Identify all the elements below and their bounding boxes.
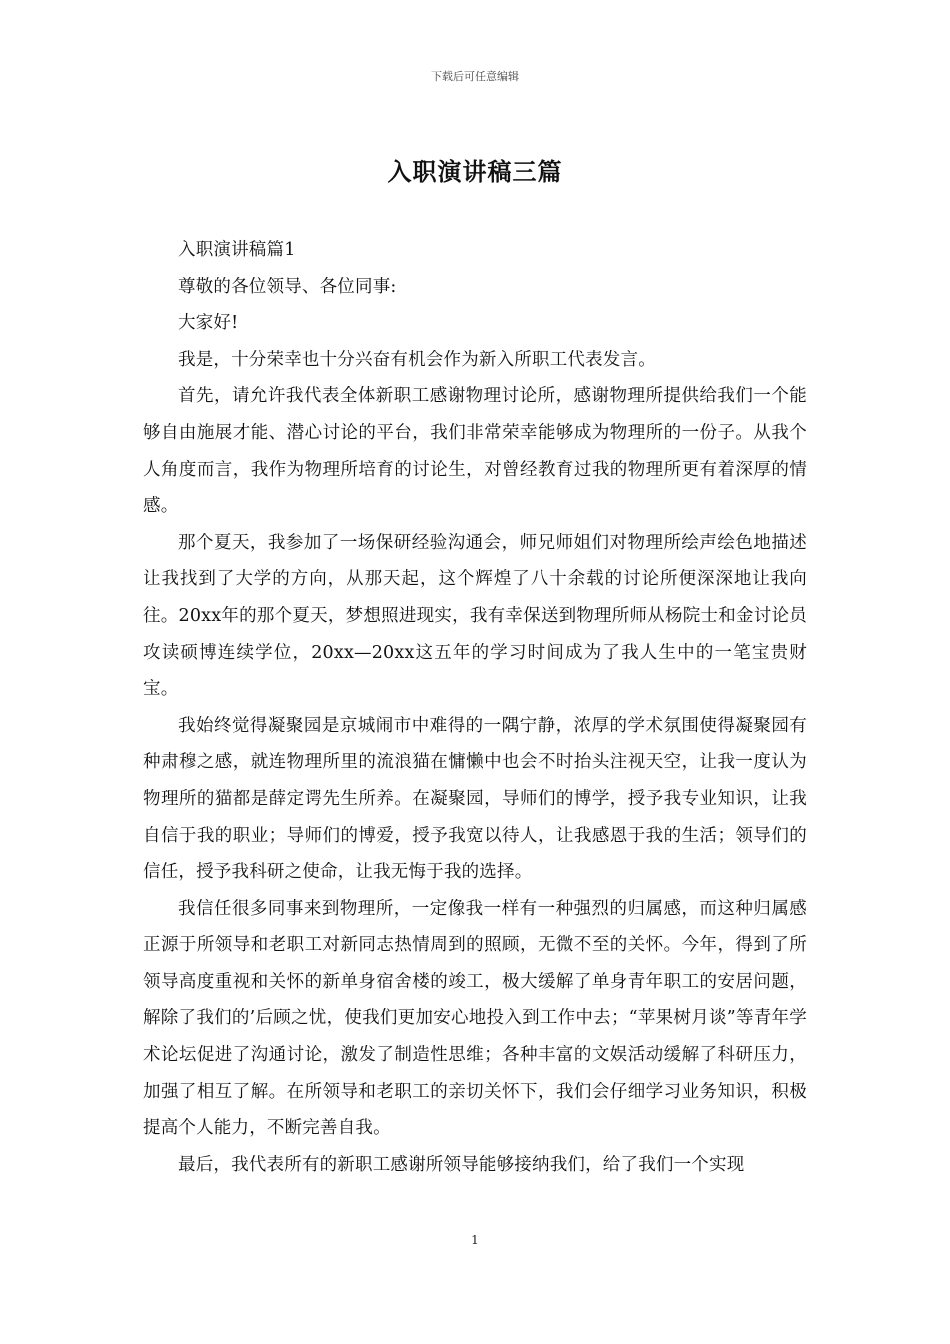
document-title: 入职演讲稿三篇: [387, 157, 563, 186]
page-number: 1: [471, 1233, 479, 1247]
salutation: 尊敬的各位领导、各位同事:: [178, 276, 397, 297]
section-heading: 入职演讲稿篇1: [178, 240, 296, 260]
paragraph: 我信任很多同事来到物理所，一定像我一样有一种强烈的归属感，而这种归属感正源于所领导和老职工对新同志热情周到的照顾，无微不至的关怀。今年，得到了所领导高度重视和关怀的新单身宿舍楼的竣工，极大缓解了单身青年职工的安居问题，解除了我们的’后顾之忧，使我们更加安心地投入到工作中去；“苹果树月谈”等青年学术论坛促进了沟通讨论，激发了制造性思维；各种丰富的文娱活动缓解了科研压力，加强了相互了解。在所领导和老职工的亲切关怀下，我们会仔细学习业务知识，积极提高个人能力，不断完善自我。: [143, 898, 807, 1139]
document-body: [143, 232, 807, 1183]
greeting: 大家好!: [178, 313, 239, 334]
paragraph: 最后，我代表所有的新职工感谢所领导能够接纳我们，给了我们一个实现: [178, 1154, 745, 1175]
paragraph: 首先，请允许我代表全体新职工感谢物理讨论所，感谢物理所提供给我们一个能够自由施展才能、潜心讨论的平台，我们非常荣幸能够成为物理所的一份子。从我个人角度而言，我作为物理所培育的讨论生，对曾经教育过我的物理所更有着深厚的情感。: [143, 386, 807, 517]
page-header: 下载后可任意编辑: [431, 70, 519, 83]
paragraph: 我始终觉得凝聚园是京城闹市中难得的一隅宁静，浓厚的学术氛围使得凝聚园有种肃穆之感，就连物理所里的流浪猫在慵懒中也会不时抬头注视天空，让我一度认为物理所的猫都是薛定谔先生所养。在凝聚园，导师们的博学，授予我专业知识，让我自信于我的职业；导师们的博爱，授予我宽以待人，让我感恩于我的生活；领导们的信任，授予我科研之使命，让我无悔于我的选择。: [143, 715, 807, 883]
paragraph: 那个夏天，我参加了一场保研经验沟通会，师兄师姐们对物理所绘声绘色地描述让我找到了大学的方向，从那天起，这个辉煌了八十余载的讨论所便深深地让我向往。20xx年的那个夏天，梦想照进现实，我有幸保送到物理所师从杨院士和金讨论员攻读硕博连续学位，20xx—20xx这五年的学习时间成为了我人生中的一笔宝贵财宝。: [143, 532, 807, 700]
paragraph: 我是，十分荣幸也十分兴奋有机会作为新入所职工代表发言。: [178, 349, 656, 370]
